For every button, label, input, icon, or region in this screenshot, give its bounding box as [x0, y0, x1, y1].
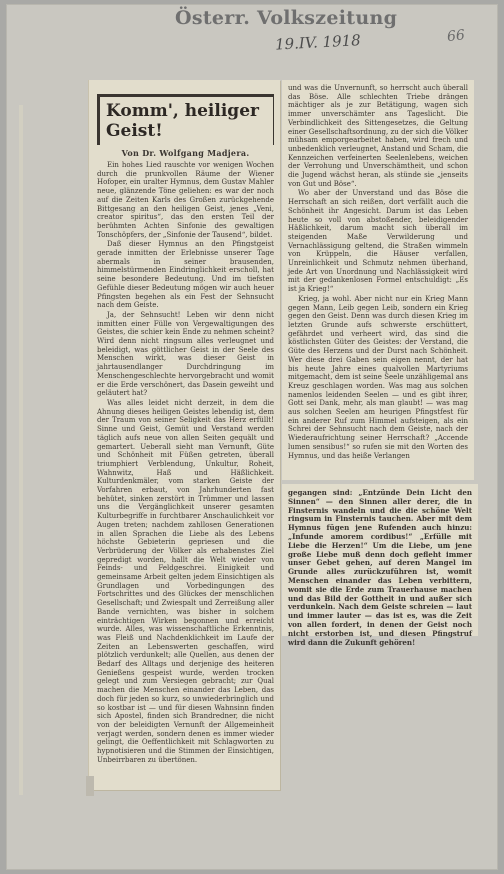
paragraph: und was die Unvernunft, so herrscht auch überall das Böse. Alle schlechten Triebe drängen mächtiger als je zur Betätigung, wagen sich immer unverschämter ans Tageslicht. Die Verbindlichkeit des Sittengesetzes, die Geltung einer Gesellschaftsordnung, zu der sich die Völker mühsam emporgearbeitet haben, wird frech und unbedenklich verleugnet, Anstand und Scham, die Kennzeichen verfeinerten Seelenlebens, weichen der Verrohung und Unverschämtheit, und schon die Jugend wächst heran, als stünde sie „jenseits von Gut und Böse“. [288, 84, 468, 188]
clipping-left-column [88, 80, 280, 790]
paper-strip [19, 105, 23, 795]
newspaper-masthead: Österr. Volkszeitung [175, 7, 398, 29]
paragraph: gegangen sind: „Entzünde Dein Licht den Sinnen“ — den Sinnen aller derer, die in Finsternis wandeln und die die schöne Welt ringsum in Finsternis tauchen. Aber mit dem Hymnus fügen jene Rufenden auch hinzu: „Infunde amorem cordibus!“ „Erfülle mit Liebe die Herzen!“ Um die Liebe, um jene große Liebe muß denn doch gefleht immer unser Gebet gehen, auf deren Mangel im Grunde alles zurückzuführen ist, womit Menschen einander das Leben verbittern, womit sie die Erde zum Trauerhause machen und das Bild der Gottheit in und außer sich verdunkeln. Nach dem Geiste schreien — laut und immer lauter — das ist es, was die Zeit von allen fordert, in denen der Geist noch nicht erstorben ist, und diesen Pfingstruf wird dann die Zukunft gehören! [288, 488, 472, 647]
paper-fold [86, 776, 94, 796]
paragraph: Was alles leidet nicht derzeit, in dem die Ahnung dieses heiligen Geistes lebendig ist, dem der Traum von seiner Seligkeit das Herz erfüllt! Sinne und Geist, Gemüt und Verstand werden täglich aufs neue von allen Seiten gequält und gemartert. Ueberall sieht man Vernunft, Güte und Schönheit mit Füßen getreten, überall triumphiert Verblendung, Unkultur, Roheit, Wahnwitz, Haß und Häßlichkeit. Kulturdenkmäler, vom starken Geiste der Vorfahren erbaut, von Jahrhunderten fast behütet, sinken zerstört in Trümmer und lassen uns die Vergänglichkeit unserer gesamten Kulturbegriffe in furchtbarer Anschaulichkeit vor Augen treten; nachdem zahllosen Generationen in allen Sprachen die Liebe als des Lebens höchste Gebieterin gepriesen und die Verbrüderung der Völker als erhabenstes Ziel gepredigt worden, hallt die Welt wieder von Feinds- und Feldgeschrei. Einigkeit und gemeinsame Arbeit gelten jedem Einsichtigen als Grundlagen und Vorbedingungen des Fortschrittes und des Glückes der menschlichen Gesellschaft; und Zwiespalt und Zerreißung aller Bande vernichten, was bisher in solchem einträchtigen Wirken begonnen und erreicht wurde. Alles, was wissenschaftliche Erkenntnis, was Fleiß und Nachdenklichkeit im Laufe der Zeiten an Lebenswerten geschaffen, wird plötzlich verdunkelt; alle Quellen, aus denen der Bedarf des Alltags und derjenige des heiteren Genießens gespeist wurde, werden trocken gelegt und zum Versiegen gebracht; zur Qual machen die Menschen einander das Leben, das doch für jeden so kurz, so unwiederbringlich und so kostbar ist — und für diesen Wahnsinn finden sich Apostel, finden sich Brandredner, die nicht von der beleidigten Vernunft der Allgemeinheit verjagt werden, sondern denen es immer wieder gelingt, die Oeffentlichkeit mit Schlagworten zu hypnotisieren und die Stimmen der Einsichtigen, Unbeirrbaren zu übertönen. [97, 398, 274, 764]
clipping-right-column-bottom [282, 484, 478, 647]
paragraph: Ja, der Sehnsucht! Leben wir denn nicht inmitten einer Fülle von Vergewaltigungen des Geistes, die schier kein Ende zu nehmen scheint? Wird denn nicht ringsum alles verleugnet und beleidigt, was göttlicher Geist in der Seele des Menschen wirkt, was dieser Geist in jahrtausendlanger Durchdringung im Menschengeschlechte hervorgebracht und womit er die Erde verschönert, das Dasein geweiht und geläutert hat? [97, 310, 274, 398]
handwritten-date: 19.IV. 1918 [274, 31, 362, 54]
paragraph: Wo aber der Unverstand und das Böse die Herrschaft an sich reißen, dort verfällt auch die Schönheit ihr Angesicht. Darum ist das Leben heute so voll von abstoßender, beleidigender Häßlichkeit, darum macht sich überall im steigenden Maße Verwilderung und Vernachlässigung geltend, die Straßen wimmeln von Krüppeln, die Häuser verfallen, Unreinlichkeit und Schmutz nehmen überhand, jede Art von Unordnung und Nachlässigkeit wird mit der gedankenlosen Formel entschuldigt: „Es ist ja Krieg!“ [288, 189, 468, 294]
clipping-right-column-top [282, 80, 474, 480]
paragraph: Daß dieser Hymnus an den Pfingstgeist gerade inmitten der Erlebnisse unserer Tage abermals in seiner brausenden, himmelstürmenden Eindringlichkeit erscholl, hat seine besondere Bedeutung. Und im tiefsten Gefühle dieser Bedeutung mögen wir auch heuer Pfingsten begehen als ein Fest der Sehnsucht nach dem Geiste. [97, 240, 274, 310]
page-number: 66 [446, 27, 466, 46]
article-title: Komm', heiliger Geist! [97, 94, 274, 145]
paragraph: Krieg, ja wohl. Aber nicht nur ein Krieg Mann gegen Mann, Leib gegen Leib, sondern ein Krieg gegen den Geist. Denn was durch diesen Krieg im letzten Grunde aufs schwerste erschüttert, gefährdet und verheert wird, das sind die köstlichsten Güter des Geistes: der Verstand, die Güte des Herzens und der Durst nach Schönheit. Wer diese drei Gaben sein eigen nennt, der hat bis heute Jahre eines qualvollen Martyriums mitgemacht, dem ist seine Seele unzähligemal ans Kreuz geschlagen worden. Was mag aus solchen namenlos leidenden Seelen — und es gibt ihrer, Gott sei Dank, mehr, als man glaubt! — was mag aus solchen Seelen am heurigen Pfingstfest für ein anderer Ruf zum Himmel aufsteigen, als ein Schrei der Sehnsucht nach dem Geiste, nach der Wiederaufrichtung seiner Herrschaft? „Accende lumen sensibus!“ so rufen sie mit den Worten des Hymnus, und das heiße Verlangen [288, 294, 468, 460]
article-byline: Von Dr. Wolfgang Madjera. [121, 148, 250, 158]
paragraph: Ein hohes Lied rauschte vor wenigen Wochen durch die prunkvollen Räume der Wiener Hofoper, ein uralter Hymnus, dem Gustav Mahler neue, glänzende Töne geliehen: es war der noch auf die Zeiten Karls des Großen zurückgehende Bittgesang an den heiligen Geist, jenes „Veni, creator spiritus“, das den ersten Teil der berühmten Achten Sinfonie des gewaltigen Tonschöpfers, der „Sinfonie der Tausend“, bildet. [97, 161, 274, 239]
